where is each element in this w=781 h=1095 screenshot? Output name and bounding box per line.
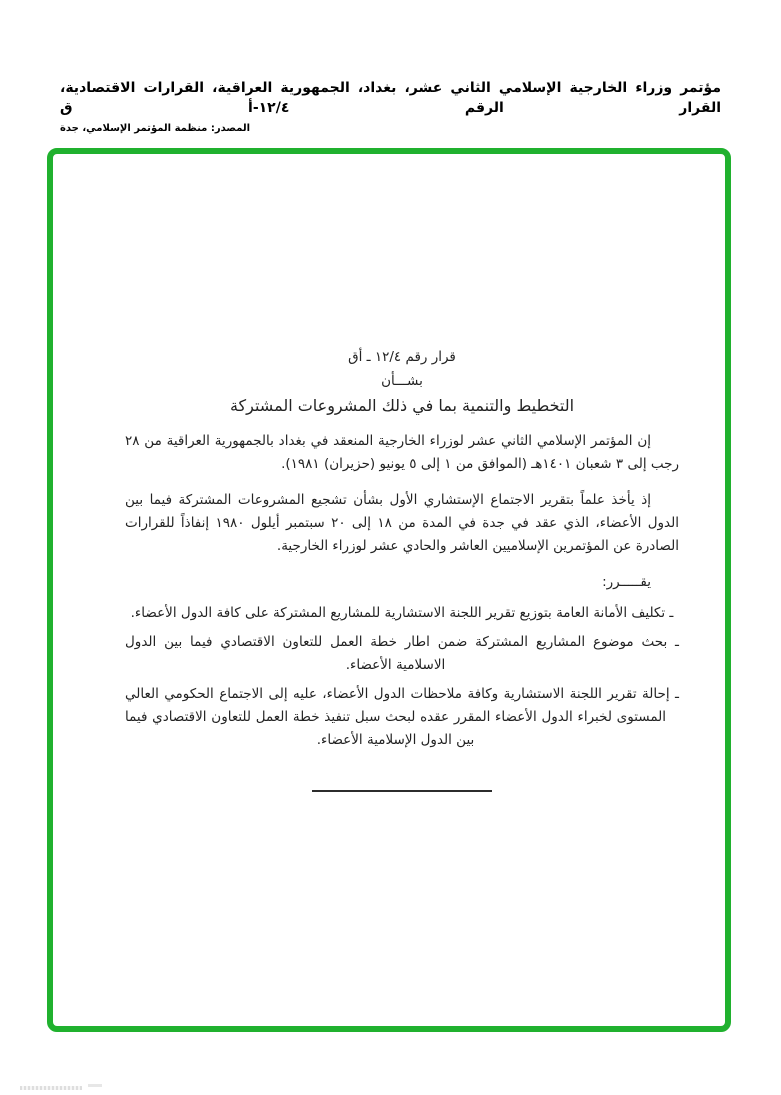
header-source-line: المصدر: منظمة المؤتمر الإسلامي، جدة (60, 123, 251, 134)
decision-subject-title: التخطيط والتنمية بما في ذلك المشروعات المشتركة (229, 396, 575, 415)
decision-item-3: ـ إحالة تقرير اللجنة الاستشارية وكافة ملاحظات الدول الأعضاء، عليه إلى الاجتماع الحكومي العالي المستوى لخبراء الدول الأعضاء المقرر عقده لبحث سبل تنفيذ خطة العمل للتعاون الاقتصادي فيما بين الدول الإسلامية الأعضاء. (125, 686, 679, 748)
decision-item-1: ـ تكليف الأمانة العامة بتوزيع تقرير اللجنة الاستشارية للمشاريع المشتركة على كافة الدول الأعضاء. (130, 605, 674, 621)
decision-item-2: ـ بحث موضوع المشاريع المشتركة ضمن اطار خطة العمل للتعاون الاقتصادي فيما بين الدول الاسلامية الأعضاء. (125, 634, 679, 673)
closing-rule-divider (312, 790, 492, 792)
decides-label: يقـــــرر: (602, 574, 651, 590)
document-title-block (125, 346, 679, 417)
document-body (53, 154, 725, 792)
decision-number-line: قرار رقم ١٢/٤ ـ أق (348, 349, 456, 365)
faint-footer-mark (20, 1086, 82, 1090)
header-citation-line: مؤتمر وزراء الخارجية الإسلامي الثاني عشر، بغداد، الجمهورية العراقية، القرارات الاقتصادية، القرار الرقم ١٢/٤-أ ق (60, 80, 722, 116)
page-header (60, 78, 721, 134)
faint-footer-mark-2 (88, 1084, 102, 1087)
preamble-paragraph-2: إذ يأخذ علماً بتقرير الاجتماع الإستشاري الأول بشأن تشجيع المشروعات المشتركة فيما بين الدول الأعضاء، الذي عقد في جدة في المدة من ١٨ إلى ٢٠ سبتمبر أيلول ١٩٨٠ إنفاذاً للقرارات الصادرة عن المؤتمرين الإسلاميين العاشر والحادي عشر لوزراء الخارجية. (125, 492, 680, 554)
document-page-scan (47, 148, 731, 1032)
preamble-paragraph-1: إن المؤتمر الإسلامي الثاني عشر لوزراء الخارجية المنعقد في بغداد بالجمهورية العراقية من ٢٨ رجب إلى ٣ شعبان ١٤٠١هـ (الموافق من ١ إلى ٥ يونيو (حزيران) ١٩٨١). (125, 433, 679, 472)
regarding-label: بشـــأن (381, 373, 423, 389)
